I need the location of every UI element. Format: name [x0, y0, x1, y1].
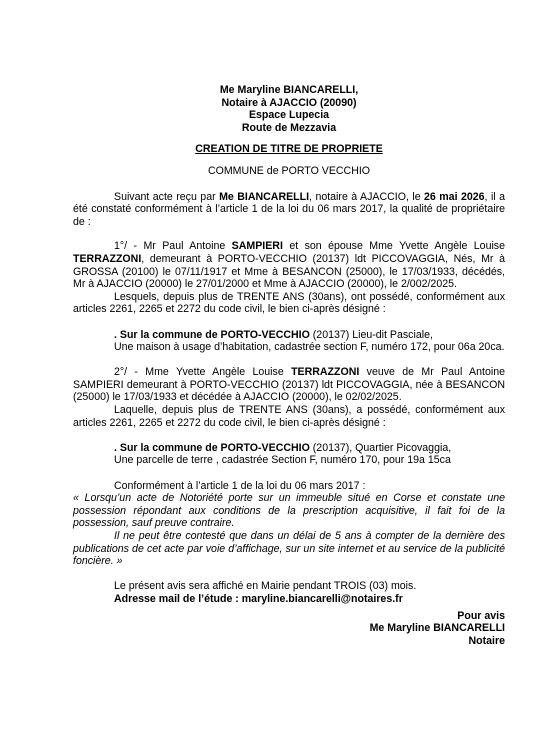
header-line-building: Espace Lupecia — [248, 109, 330, 122]
header-line-office: Notaire à AJACCIO (20090) — [221, 96, 357, 109]
law-intro: Conformément à l’article 1 de la loi du 06 mars 2017 : — [114, 479, 366, 492]
owner2-property-description: Une parcelle de terre , cadastrée Section F, numéro 170, pour 19a 15ca — [114, 454, 451, 467]
document-title: CREATION DE TITRE DE PROPRIETE — [195, 143, 383, 156]
signature-name: Me Maryline BIANCARELLI — [369, 622, 505, 635]
owner2-site: . Sur la commune de PORTO-VECCHIO (20137), Quartier Picovaggia, — [114, 441, 452, 454]
owner1-property-description: Une maison à usage d’habitation, cadastrée section F, numéro 172, pour 06a 20ca. — [114, 341, 505, 354]
owner1-site: . Sur la commune de PORTO-VECCHIO (20137) Lieu-dit Pasciale, — [114, 328, 433, 341]
affichage-notice: Le présent avis sera affiché en Mairie pendant TROIS (03) mois. — [114, 580, 417, 593]
signature-title: Notaire — [468, 634, 505, 647]
owner2-possession: Laquelle, depuis plus de TRENTE ANS (30ans), a possédé, conformément aux articles 2261, 2265 et 2272 du code civil, le bien ci-après désigné : — [73, 404, 505, 429]
notary-header — [73, 84, 505, 134]
header-line-road: Route de Mezzavia — [241, 121, 337, 134]
owner1-possession: Lesquels, depuis plus de TRENTE ANS (30ans), ont possédé, conformément aux articles 2261, 2265 et 2272 du code civil, le bien ci-après désigné : — [73, 290, 505, 316]
intro-paragraph: Suivant acte reçu par Me BIANCARELLI, notaire à AJACCIO, le 26 mai 2026, il a été constaté conformément à l’article 1 de la loi du 06 mars 2017, la qualité de propriétaire de : — [73, 190, 505, 228]
law-quote-1: « Lorsqu’un acte de Notoriété porte sur un immeuble situé en Corse et constate une possession répondant aux conditions de la prescription acquisitive, il fait foi de la possession, sauf preuve contraire. — [73, 492, 505, 530]
signature-block — [73, 610, 505, 648]
commune-heading: COMMUNE de PORTO VECCHIO — [207, 164, 371, 177]
document-page — [73, 0, 505, 647]
owner2-paragraph: 2°/ - Mme Yvette Angèle Louise TERRAZZONI veuve de Mr Paul Antoine SAMPIERI demeurant à PORTO-VECCHIO (20137) ldt PICCOVAGGIA, née à BESANCON (25000) le 17/03/1933 et décédée à AJACCIO (20000), le 02/02/2025. — [73, 366, 505, 404]
office-email: Adresse mail de l’étude : maryline.biancarelli@notaires.fr — [114, 592, 403, 605]
owner1-paragraph: 1°/ - Mr Paul Antoine SAMPIERI et son épouse Mme Yvette Angèle Louise TERRAZZONI, demeurant à PORTO-VECCHIO (20137) ldt PICCOVAGGIA, Nés, Mr à GROSSA (20100) le 07/11/1917 et Mme à BESANCON (25000), le 17/03/1933, décédés, Mr à AJACCIO (20000) le 27/01/2000 et Mme à AJACCIO (20000), le 2/002/2025. — [73, 240, 505, 291]
signature-pour-avis: Pour avis — [457, 609, 505, 622]
header-line-name: Me Maryline BIANCARELLI, — [219, 84, 359, 96]
law-quote-2: Il ne peut être contesté que dans un délai de 5 ans à compter de la dernière des publications de cet acte par voie d’affichage, sur un site internet et au service de la publicité foncière. » — [73, 530, 505, 568]
